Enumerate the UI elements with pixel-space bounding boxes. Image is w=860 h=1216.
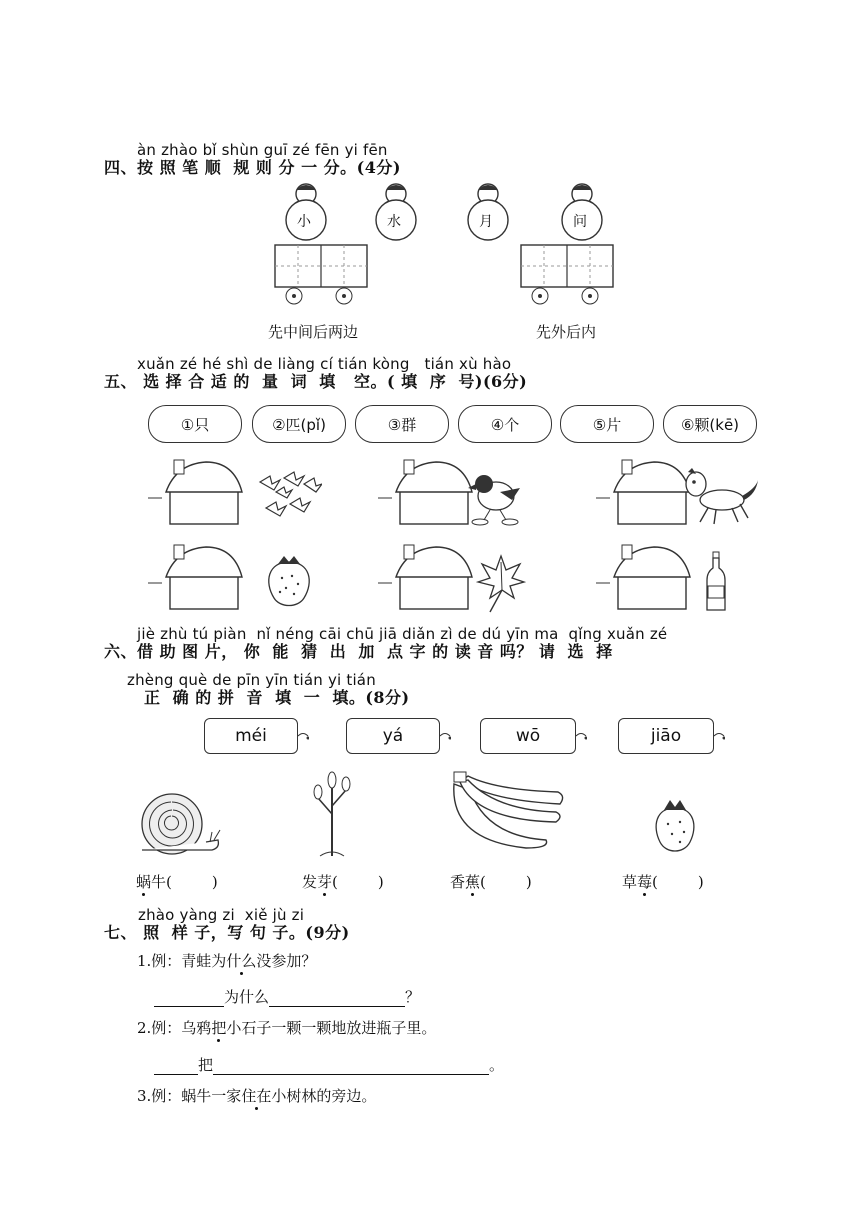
- example-2: [137, 1017, 436, 1038]
- q6-pinyin-line1: jiè zhù tú piàn nǐ néng cāi chū jiā diǎn zì de dú yīn ma qǐng xuǎn zé: [137, 625, 668, 643]
- banana-icon: [446, 770, 570, 852]
- leaf-icon: [476, 552, 526, 614]
- dotted-char: 蜗: [136, 873, 152, 891]
- word-pre: 香: [450, 873, 466, 891]
- bottle-icon: [704, 550, 728, 614]
- q6-title-line1: 六、借 助 图 片， 你 能 猜 出 加 点 字 的 读 音 吗？ 请 选 择: [104, 642, 613, 661]
- strawberry-icon: [652, 796, 698, 860]
- example-text: 1.例：青蛙为: [137, 952, 227, 970]
- fill-line-1: [154, 986, 420, 1007]
- fill-text: 把: [198, 1056, 214, 1074]
- word-close: ): [211, 873, 218, 891]
- example-1: [137, 950, 316, 971]
- house-answer-box-4[interactable]: [146, 541, 246, 613]
- dotted-char: 蕉: [465, 873, 481, 891]
- word-pre: 草: [622, 873, 638, 891]
- house-answer-box-1[interactable]: [146, 456, 246, 528]
- option-bubble-6: ⑥颗(kē): [663, 405, 757, 443]
- answer-blank[interactable]: [213, 1060, 489, 1075]
- q6-pinyin-line2: zhèng què de pīn yīn tián yi tián: [127, 671, 376, 689]
- knot-icon: [713, 730, 725, 742]
- word-close: ): [377, 873, 384, 891]
- word-close: ): [525, 873, 532, 891]
- option-bubble-1: ①只: [148, 405, 242, 443]
- sprout-icon: [310, 768, 354, 860]
- house-answer-box-5[interactable]: [376, 541, 476, 613]
- q5-title: 五、 选 择 合 适 的 量 词 填 空。( 填 序 号)(6分): [104, 372, 528, 391]
- option-bubble-3: ③群: [355, 405, 449, 443]
- dotted-chars: 住在: [241, 1087, 272, 1105]
- word-post: (: [480, 873, 486, 891]
- option-bubble-2: ②匹(pǐ): [252, 405, 346, 443]
- word-woniu: [136, 871, 218, 892]
- example-3: [137, 1085, 376, 1106]
- knot-icon: [297, 730, 309, 742]
- word-close: ): [697, 873, 704, 891]
- house-answer-box-3[interactable]: [594, 456, 694, 528]
- q4-title: 四、按 照 笔 顺 规 则 分 一 分。(4分): [104, 158, 401, 177]
- pinyin-tag-ya: [346, 718, 440, 754]
- cart-label-2: 先外后内: [536, 323, 597, 341]
- knot-icon: [575, 730, 587, 742]
- q7-pinyin: zhào yàng zi xiě jù zi: [138, 906, 305, 924]
- dotted-char: 莓: [637, 873, 653, 891]
- example-text: 3.例：蜗牛一家: [137, 1087, 242, 1105]
- q7-title: 七、 照 样 子，写 句 子。(9分): [104, 923, 350, 942]
- pinyin-tag-text: yá: [382, 726, 404, 746]
- dotted-char: 芽: [317, 873, 333, 891]
- word-post: (: [332, 873, 338, 891]
- snowman-char-1: 小: [297, 214, 311, 230]
- strawberry-icon: [264, 552, 314, 614]
- pinyin-tag-mei: [204, 718, 298, 754]
- pinyin-tag-text: méi: [235, 726, 267, 746]
- dotted-chars: 什么: [226, 952, 257, 970]
- snail-icon: [134, 788, 224, 860]
- pinyin-tag-jiao: [618, 718, 714, 754]
- q5-pinyin: xuǎn zé hé shì de liàng cí tián kòng tián xù hào: [137, 355, 512, 373]
- snowman-char-4: 问: [573, 214, 587, 230]
- pinyin-tag-wo: [480, 718, 576, 754]
- pinyin-tag-text: wō: [515, 726, 541, 746]
- word-post: 牛(: [151, 873, 172, 891]
- pinyin-tag-text: jiāo: [650, 726, 682, 746]
- word-pre: 发: [302, 873, 318, 891]
- bird-icon: [466, 468, 524, 528]
- dotted-chars: 把: [211, 1019, 227, 1037]
- cart-label-1: 先中间后两边: [268, 323, 359, 341]
- q4-pinyin: àn zhào bǐ shùn guī zé fēn yi fēn: [137, 141, 388, 159]
- word-xiangjiao: [450, 871, 532, 892]
- snowman-char-3: 月: [479, 214, 493, 230]
- fill-text: 。: [489, 1056, 505, 1074]
- word-faya: [302, 871, 384, 892]
- snowman-char-2: 水: [387, 214, 401, 230]
- fill-text: 为什么: [224, 988, 270, 1006]
- answer-blank[interactable]: [269, 992, 405, 1007]
- horse-icon: [682, 468, 762, 528]
- house-answer-box-6[interactable]: [594, 541, 694, 613]
- house-answer-box-2[interactable]: [376, 456, 476, 528]
- example-text: 小树林的旁边。: [271, 1087, 377, 1105]
- option-bubble-5: ⑤片: [560, 405, 654, 443]
- word-post: (: [652, 873, 658, 891]
- cart-1[interactable]: [272, 242, 372, 306]
- answer-blank[interactable]: [154, 1060, 198, 1075]
- example-text: 2.例：乌鸦: [137, 1019, 212, 1037]
- bird-flock-icon: [256, 470, 322, 526]
- fill-text: ？: [405, 988, 421, 1006]
- q6-title-line2: 正 确 的 拼 音 填 一 填。(8分): [144, 688, 410, 707]
- word-caomei: [622, 871, 704, 892]
- fill-line-2: [154, 1054, 504, 1075]
- knot-icon: [439, 730, 451, 742]
- example-text: 没参加？: [256, 952, 317, 970]
- answer-blank[interactable]: [154, 992, 224, 1007]
- option-bubble-4: ④个: [458, 405, 552, 443]
- example-text: 小石子一颗一颗地放进瓶子里。: [226, 1019, 437, 1037]
- cart-2[interactable]: [518, 242, 618, 306]
